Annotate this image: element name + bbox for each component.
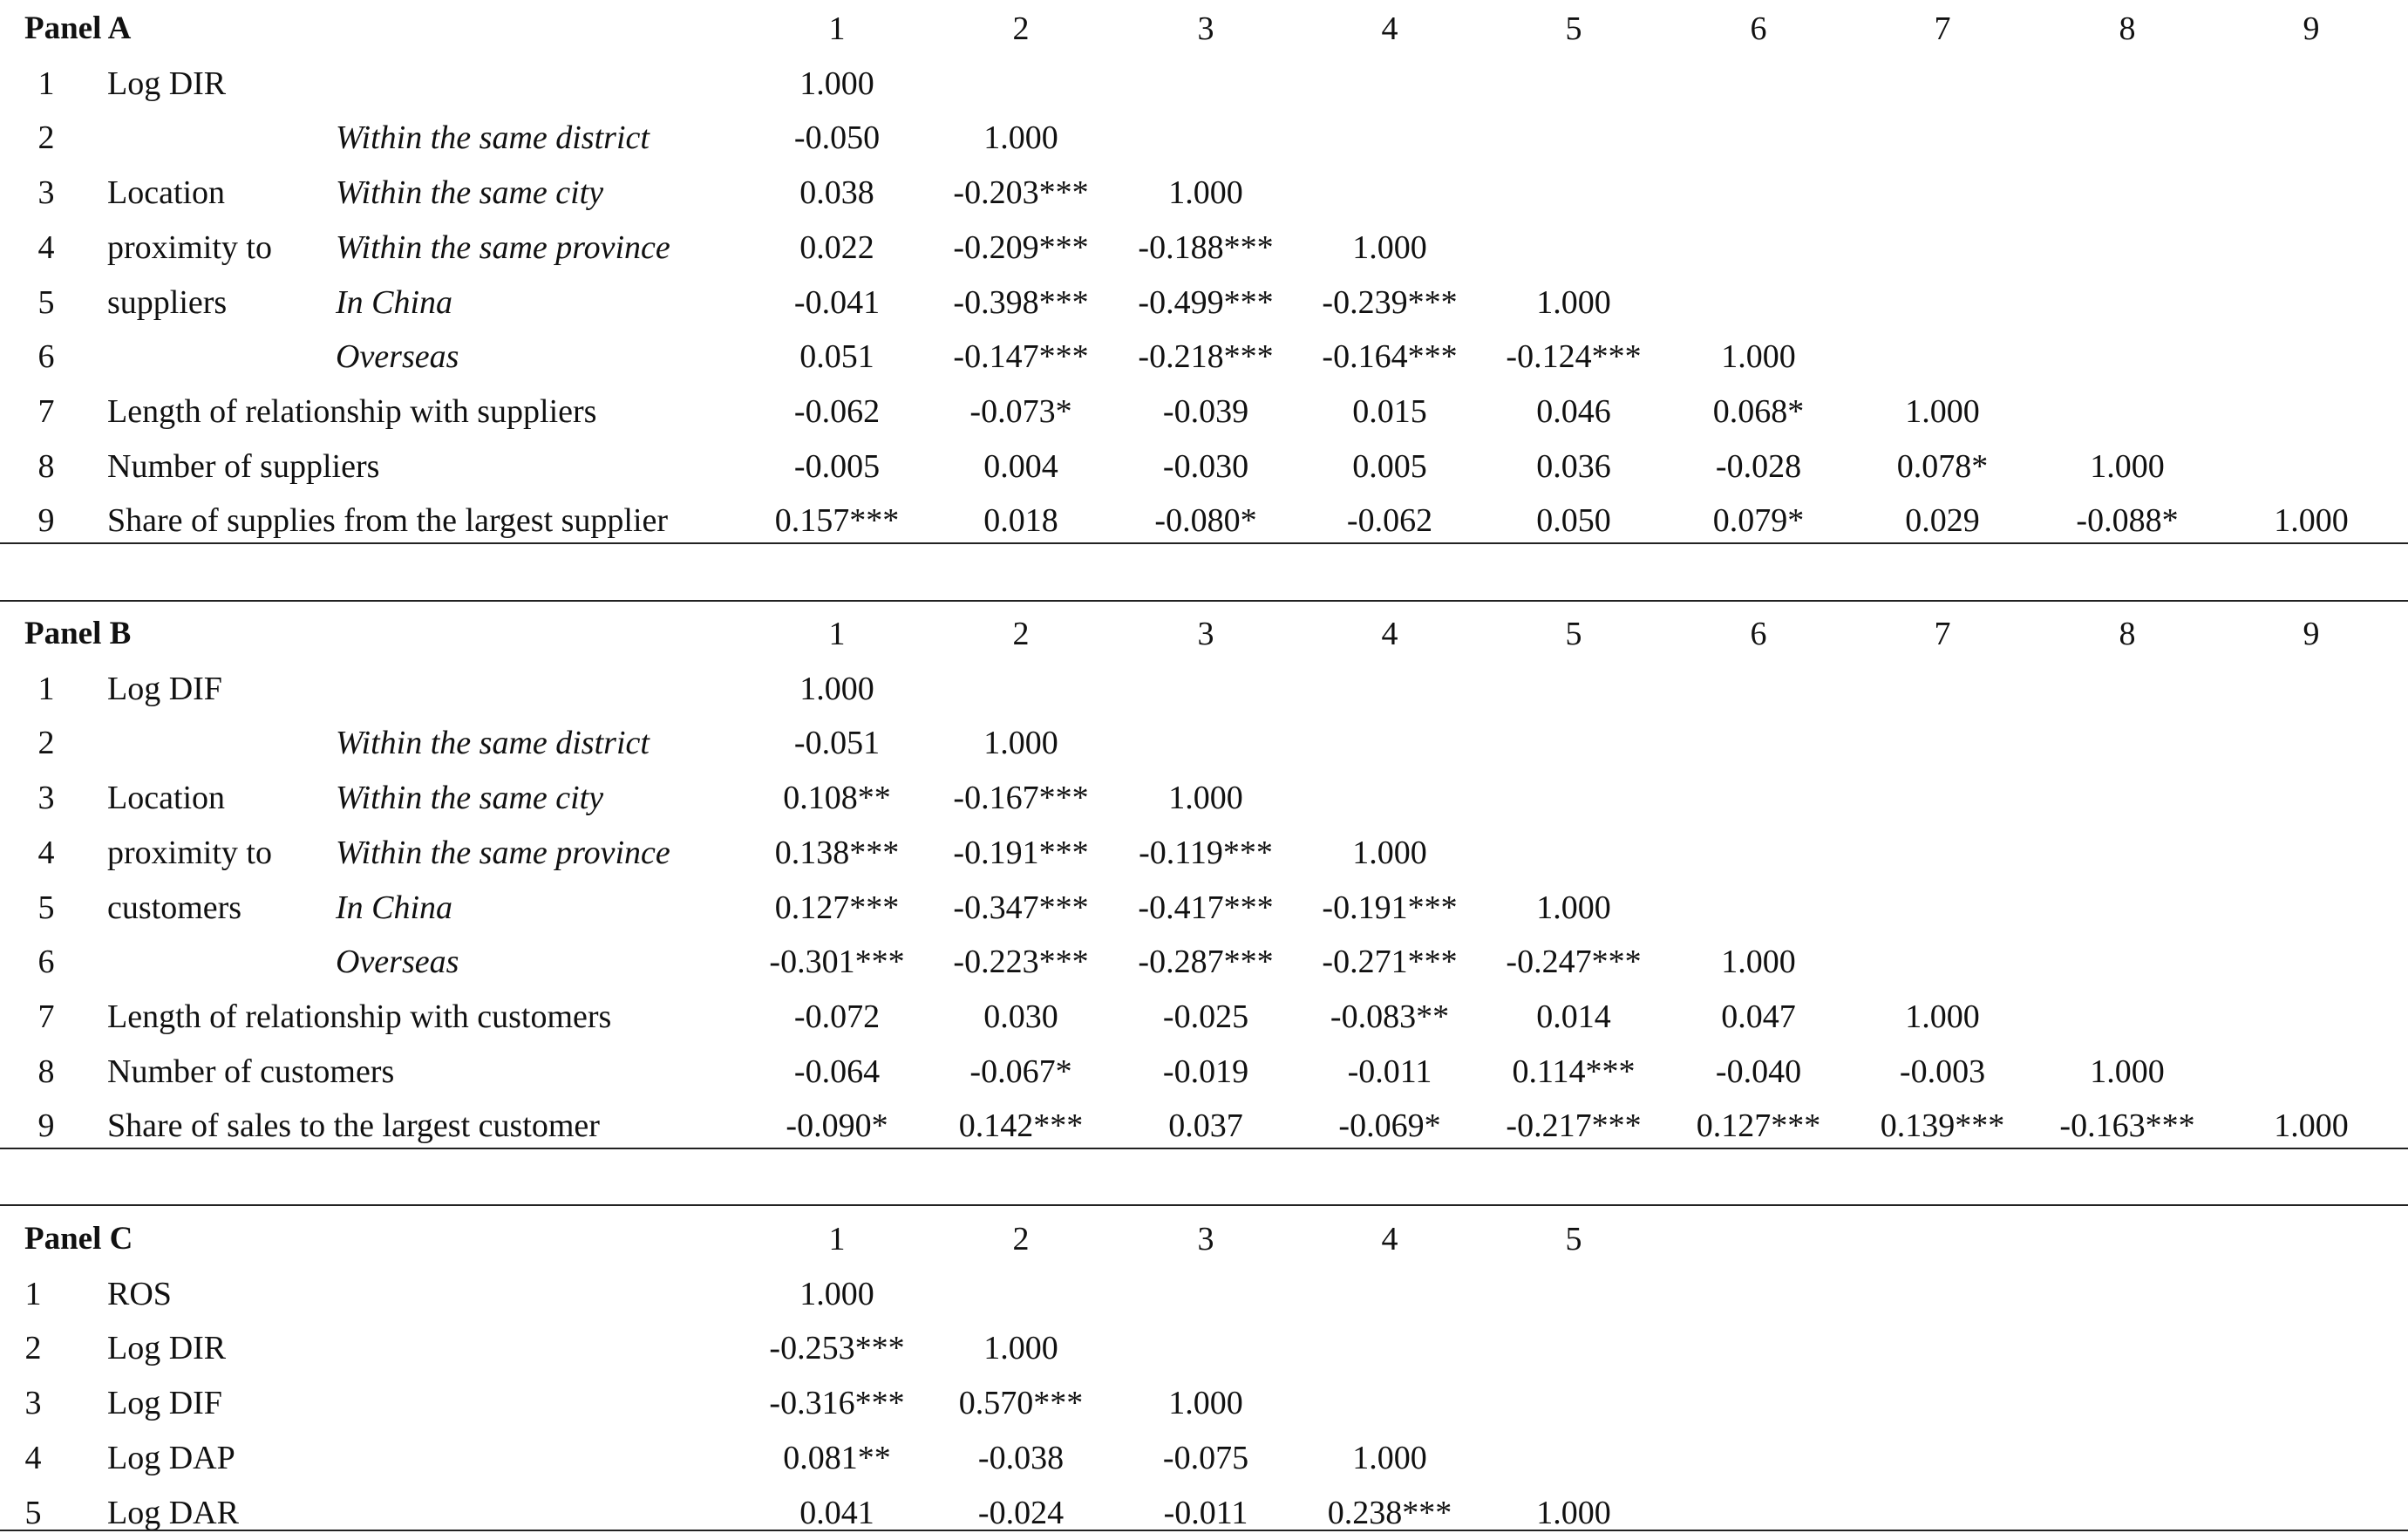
column-header: 9	[2303, 616, 2320, 652]
correlation-cell	[2035, 111, 2220, 165]
correlation-cell	[1850, 166, 2035, 220]
sub-label: Within the same district	[336, 119, 650, 157]
correlation-cell	[1850, 662, 2035, 716]
variable-label: Log DAR	[107, 1494, 239, 1531]
variable-label: customers	[107, 889, 242, 926]
correlation-cell: -0.191***	[1322, 889, 1458, 926]
correlation-cell: 0.051	[799, 338, 874, 376]
correlation-cell	[1481, 662, 1666, 716]
sub-label: Within the same city	[336, 780, 604, 817]
correlation-cell	[1850, 57, 2035, 111]
row-number: 2	[37, 725, 55, 762]
column-header: 2	[1012, 1221, 1030, 1257]
correlation-cell	[1666, 166, 1851, 220]
correlation-cell: -0.073*	[969, 392, 1072, 430]
correlation-cell	[2219, 662, 2404, 716]
correlation-cell	[1666, 662, 1851, 716]
correlation-cell	[2219, 1045, 2404, 1099]
sub-label: Overseas	[336, 944, 459, 981]
correlation-cell	[1481, 771, 1666, 825]
row-number: 2	[24, 1330, 42, 1367]
correlation-cell: -0.038	[977, 1439, 1065, 1476]
correlation-cell: -0.163***	[2059, 1107, 2195, 1145]
correlation-cell	[1481, 1431, 1666, 1485]
correlation-cell	[1850, 221, 2035, 275]
correlation-cell: -0.024	[977, 1494, 1065, 1531]
correlation-cell: -0.030	[1162, 447, 1249, 485]
table-row	[0, 1045, 2408, 1099]
column-header: 2	[1012, 10, 1030, 47]
correlation-cell: -0.499***	[1138, 283, 1274, 321]
correlation-cell: -0.253***	[769, 1330, 905, 1367]
correlation-cell	[1850, 881, 2035, 935]
correlation-cell: -0.164***	[1322, 338, 1458, 376]
table-row	[0, 330, 2408, 384]
correlation-cell: -0.347***	[953, 889, 1089, 926]
sub-label: Overseas	[336, 338, 459, 376]
correlation-cell	[2035, 662, 2220, 716]
correlation-cell: 0.022	[799, 228, 874, 266]
column-header: 1	[828, 10, 846, 47]
correlation-cell: -0.003	[1899, 1053, 1986, 1090]
correlation-cell	[2219, 166, 2404, 220]
correlation-cell: 0.127***	[774, 889, 900, 926]
correlation-cell	[929, 1267, 1113, 1321]
table-row	[0, 1486, 2408, 1540]
correlation-cell: 0.004	[983, 447, 1058, 485]
correlation-cell: -0.417***	[1138, 889, 1274, 926]
correlation-cell: 1.000	[799, 670, 874, 707]
correlation-cell	[1666, 771, 1851, 825]
correlation-cell: 0.238***	[1327, 1494, 1452, 1531]
correlation-cell	[1850, 771, 2035, 825]
table-row	[0, 440, 2408, 494]
correlation-cell	[2219, 221, 2404, 275]
correlation-cell	[2219, 826, 2404, 880]
correlation-cell: 1.000	[1721, 944, 1796, 981]
correlation-cell	[1850, 276, 2035, 330]
correlation-cell: -0.287***	[1138, 944, 1274, 981]
correlation-cell: -0.119***	[1139, 834, 1273, 871]
correlation-cell: 0.038	[799, 174, 874, 212]
correlation-cell	[1481, 1376, 1666, 1430]
correlation-cell	[1850, 935, 2035, 989]
correlation-cell	[2219, 440, 2404, 494]
variable-label: proximity to	[107, 228, 272, 266]
correlation-cell: 0.127***	[1696, 1107, 1821, 1145]
correlation-cell	[929, 57, 1113, 111]
correlation-cell	[2219, 276, 2404, 330]
table-row	[0, 935, 2408, 989]
table-row	[0, 1267, 2408, 1321]
correlation-cell: 1.000	[1536, 283, 1611, 321]
correlation-cell: 0.014	[1536, 998, 1611, 1035]
correlation-cell	[1297, 1376, 1482, 1430]
variable-label: Number of customers	[107, 1053, 395, 1090]
table-row	[0, 111, 2408, 165]
panel-top-rule	[0, 600, 2408, 602]
correlation-cell	[1297, 111, 1482, 165]
correlation-cell: -0.064	[793, 1053, 881, 1090]
column-header: 4	[1381, 10, 1398, 47]
correlation-cell	[1666, 881, 1851, 935]
correlation-cell: -0.088*	[2076, 502, 2179, 540]
correlation-cell: -0.069*	[1338, 1107, 1441, 1145]
table-row	[0, 57, 2408, 111]
column-header: 8	[2119, 616, 2136, 652]
correlation-cell: -0.011	[1347, 1053, 1432, 1090]
correlation-cell	[2035, 716, 2220, 770]
correlation-cell: 0.018	[983, 502, 1058, 540]
correlation-cell: 0.030	[983, 998, 1058, 1035]
correlation-cell	[2035, 826, 2220, 880]
correlation-cell: 1.000	[1168, 780, 1243, 817]
correlation-cell: -0.218***	[1138, 338, 1274, 376]
correlation-cell: -0.223***	[953, 944, 1089, 981]
variable-label: Log DAP	[107, 1439, 235, 1476]
correlation-cell: -0.039	[1162, 392, 1249, 430]
correlation-cell: 1.000	[1352, 228, 1427, 266]
correlation-cell: 0.068*	[1712, 392, 1805, 430]
column-header: 3	[1197, 10, 1214, 47]
correlation-cell	[2035, 166, 2220, 220]
row-number: 3	[37, 174, 55, 212]
correlation-cell: 0.138***	[774, 834, 900, 871]
row-number: 9	[37, 1107, 55, 1145]
row-number: 8	[37, 1053, 55, 1090]
correlation-cell: 1.000	[1536, 1494, 1611, 1531]
table-row	[0, 1376, 2408, 1430]
row-number: 2	[37, 119, 55, 157]
correlation-cell: -0.072	[793, 998, 881, 1035]
correlation-cell: -0.067*	[969, 1053, 1072, 1090]
variable-label: Share of supplies from the largest supplier	[107, 502, 669, 540]
correlation-cell	[2035, 221, 2220, 275]
correlation-cell: 0.047	[1721, 998, 1796, 1035]
variable-label: suppliers	[107, 283, 228, 321]
correlation-cell: -0.203***	[953, 174, 1089, 212]
panel-header-row	[0, 2, 2408, 56]
correlation-cell: -0.398***	[953, 283, 1089, 321]
correlation-cell: -0.301***	[769, 944, 905, 981]
correlation-cell: 1.000	[1721, 338, 1796, 376]
row-number: 5	[37, 283, 55, 321]
correlation-cell: -0.090*	[786, 1107, 888, 1145]
correlation-cell	[2035, 276, 2220, 330]
correlation-cell	[1113, 1267, 1298, 1321]
correlation-cell	[2219, 385, 2404, 439]
correlation-cell: 0.570***	[958, 1385, 1084, 1422]
correlation-cell	[2219, 330, 2404, 384]
sub-label: In China	[336, 283, 453, 321]
correlation-cell	[929, 662, 1113, 716]
row-number: 8	[37, 447, 55, 485]
table-row	[0, 826, 2408, 880]
row-number: 4	[24, 1439, 42, 1476]
correlation-cell	[2219, 57, 2404, 111]
correlation-cell: -0.316***	[769, 1385, 905, 1422]
correlation-cell	[1297, 166, 1482, 220]
column-header: 5	[1565, 10, 1582, 47]
correlation-cell	[1850, 111, 2035, 165]
table-row	[0, 990, 2408, 1044]
correlation-cell: 1.000	[2090, 447, 2165, 485]
correlation-cell	[1850, 330, 2035, 384]
correlation-cell	[1481, 111, 1666, 165]
correlation-cell: 0.037	[1168, 1107, 1243, 1145]
correlation-cell: -0.191***	[953, 834, 1089, 871]
correlation-cell: 0.078*	[1896, 447, 1989, 485]
correlation-cell: -0.147***	[953, 338, 1089, 376]
sub-label: Within the same city	[336, 174, 604, 212]
sub-label: In China	[336, 889, 453, 926]
variable-label: Share of sales to the largest customer	[107, 1107, 600, 1145]
row-number: 7	[37, 998, 55, 1035]
correlation-cell: 1.000	[2274, 1107, 2349, 1145]
correlation-cell	[2219, 111, 2404, 165]
row-number: 1	[37, 670, 55, 707]
correlation-cell: 1.000	[2274, 502, 2349, 540]
correlation-cell: 1.000	[983, 725, 1058, 762]
correlation-cell	[2219, 716, 2404, 770]
correlation-cell: 0.114***	[1512, 1053, 1636, 1090]
variable-label: proximity to	[107, 834, 272, 871]
row-number: 5	[24, 1494, 42, 1531]
panel-title: Panel A	[24, 10, 132, 46]
correlation-cell	[1297, 716, 1482, 770]
correlation-cell: -0.239***	[1322, 283, 1458, 321]
column-header: 3	[1197, 1221, 1214, 1257]
correlation-cell	[1850, 826, 2035, 880]
correlation-cell: 1.000	[799, 1275, 874, 1312]
correlation-cell: -0.217***	[1506, 1107, 1642, 1145]
sub-label: Within the same district	[336, 725, 650, 762]
correlation-cell: -0.051	[793, 725, 881, 762]
correlation-cell: 1.000	[1352, 1439, 1427, 1476]
column-header: 7	[1934, 616, 1951, 652]
correlation-cell: 1.000	[1352, 834, 1427, 871]
correlation-cell: 0.079*	[1712, 502, 1805, 540]
variable-label: Length of relationship with customers	[107, 998, 612, 1035]
correlation-cell: 1.000	[1905, 392, 1980, 430]
panel-title: Panel B	[24, 616, 132, 651]
correlation-cell: -0.271***	[1322, 944, 1458, 981]
column-header: 8	[2119, 10, 2136, 47]
correlation-cell	[1113, 716, 1298, 770]
correlation-cell: 1.000	[1168, 1385, 1243, 1422]
table-row	[0, 221, 2408, 275]
row-number: 9	[37, 502, 55, 540]
sub-label: Within the same province	[336, 834, 670, 871]
correlation-cell	[1113, 57, 1298, 111]
column-header: 1	[828, 616, 846, 652]
correlation-cell: -0.209***	[953, 228, 1089, 266]
row-number: 4	[37, 228, 55, 266]
correlation-cell: -0.005	[793, 447, 881, 485]
row-number: 6	[37, 338, 55, 376]
correlation-cell: 0.036	[1536, 447, 1611, 485]
correlation-cell	[2035, 385, 2220, 439]
correlation-cell	[1666, 276, 1851, 330]
correlation-cell	[2035, 771, 2220, 825]
panel-bottom-rule	[0, 542, 2408, 544]
row-number: 4	[37, 834, 55, 871]
correlation-cell	[1666, 716, 1851, 770]
table-row	[0, 1321, 2408, 1375]
row-number: 6	[37, 944, 55, 981]
correlation-cell	[2219, 881, 2404, 935]
correlation-cell	[1297, 1321, 1482, 1375]
sub-label: Within the same province	[336, 228, 670, 266]
table-row	[0, 771, 2408, 825]
correlation-cell	[2035, 935, 2220, 989]
table-row	[0, 1099, 2408, 1153]
correlation-cell	[1481, 221, 1666, 275]
correlation-cell	[1113, 1321, 1298, 1375]
correlation-cell	[1666, 221, 1851, 275]
correlation-cell: 0.015	[1352, 392, 1427, 430]
correlation-cell	[1297, 1267, 1482, 1321]
column-header: 5	[1565, 1221, 1582, 1257]
variable-label: Log DIF	[107, 670, 222, 707]
correlation-cell	[1481, 826, 1666, 880]
correlation-cell: 0.029	[1905, 502, 1980, 540]
panel-bottom-rule	[0, 1148, 2408, 1149]
table-row	[0, 1431, 2408, 1485]
correlation-cell	[1666, 826, 1851, 880]
variable-label: Log DIR	[107, 1330, 227, 1367]
column-header: 1	[828, 1221, 846, 1257]
correlation-cell: -0.062	[1346, 502, 1433, 540]
correlation-cell: -0.050	[793, 119, 881, 157]
correlation-cell: 0.157***	[774, 502, 900, 540]
correlation-cell: -0.124***	[1506, 338, 1642, 376]
correlation-cell	[2219, 771, 2404, 825]
variable-label: ROS	[107, 1275, 172, 1312]
panel-header-row	[0, 607, 2408, 661]
correlation-cell: 1.000	[1905, 998, 1980, 1035]
row-number: 1	[24, 1275, 42, 1312]
correlation-cell	[2035, 881, 2220, 935]
correlation-cell	[1481, 716, 1666, 770]
column-header: 6	[1750, 10, 1767, 47]
table-row	[0, 881, 2408, 935]
variable-label: Log DIF	[107, 1385, 222, 1422]
column-header: 4	[1381, 1221, 1398, 1257]
correlation-cell: -0.188***	[1138, 228, 1274, 266]
variable-label: Location	[107, 780, 226, 817]
table-row	[0, 716, 2408, 770]
correlation-cell	[1666, 111, 1851, 165]
column-header: 7	[1934, 10, 1951, 47]
panel-header-row	[0, 1212, 2408, 1266]
correlation-cell: -0.040	[1715, 1053, 1802, 1090]
correlation-cell: 0.142***	[958, 1107, 1084, 1145]
correlation-cell: 0.005	[1352, 447, 1427, 485]
panel-top-rule	[0, 1204, 2408, 1206]
column-header: 5	[1565, 616, 1582, 652]
row-number: 3	[37, 780, 55, 817]
correlation-cell: 0.050	[1536, 502, 1611, 540]
correlation-cell	[2219, 990, 2404, 1044]
correlation-cell	[1481, 1267, 1666, 1321]
variable-label: Length of relationship with suppliers	[107, 392, 597, 430]
table-row	[0, 276, 2408, 330]
table-row	[0, 166, 2408, 220]
correlation-cell	[2035, 57, 2220, 111]
correlation-cell	[2219, 935, 2404, 989]
correlation-cell: -0.167***	[953, 780, 1089, 817]
correlation-cell: 1.000	[983, 119, 1058, 157]
correlation-cell: -0.011	[1163, 1494, 1248, 1531]
correlation-cell: -0.028	[1715, 447, 1802, 485]
row-number: 1	[37, 65, 55, 102]
correlation-cell: 0.041	[799, 1494, 874, 1531]
correlation-cell: -0.062	[793, 392, 881, 430]
panel-title: Panel C	[24, 1221, 133, 1257]
correlation-cell: -0.025	[1162, 998, 1249, 1035]
correlation-cell: 0.081**	[783, 1439, 891, 1476]
correlation-cell	[1481, 166, 1666, 220]
correlation-cell: -0.041	[793, 283, 881, 321]
column-header: 2	[1012, 616, 1030, 652]
correlation-cell	[1113, 111, 1298, 165]
correlation-cell: -0.080*	[1154, 502, 1257, 540]
column-header: 9	[2303, 10, 2320, 47]
correlation-cell: 1.000	[2090, 1053, 2165, 1090]
table-row	[0, 385, 2408, 439]
correlation-cell	[1481, 57, 1666, 111]
correlation-cell: 0.139***	[1880, 1107, 2005, 1145]
variable-label: Log DIR	[107, 65, 227, 102]
correlation-cell	[1850, 716, 2035, 770]
correlation-cell: 1.000	[1536, 889, 1611, 926]
correlation-cell: -0.247***	[1506, 944, 1642, 981]
correlation-cell	[2035, 330, 2220, 384]
row-number: 3	[24, 1385, 42, 1422]
variable-label: Number of suppliers	[107, 447, 380, 485]
correlation-cell	[1297, 57, 1482, 111]
correlation-cell	[1297, 771, 1482, 825]
correlation-cell	[1666, 57, 1851, 111]
correlation-cell: -0.019	[1162, 1053, 1249, 1090]
column-header: 4	[1381, 616, 1398, 652]
table-row	[0, 662, 2408, 716]
correlation-cell: -0.075	[1162, 1439, 1249, 1476]
correlation-cell	[1297, 662, 1482, 716]
correlation-cell: -0.083**	[1330, 998, 1450, 1035]
correlation-cell: 1.000	[799, 65, 874, 102]
table-row	[0, 494, 2408, 548]
correlation-cell: 1.000	[983, 1330, 1058, 1367]
correlation-cell	[2035, 990, 2220, 1044]
row-number: 7	[37, 392, 55, 430]
correlation-cell: 0.046	[1536, 392, 1611, 430]
column-header: 6	[1750, 616, 1767, 652]
correlation-cell: 0.108**	[783, 780, 891, 817]
correlation-cell	[1481, 1321, 1666, 1375]
row-number: 5	[37, 889, 55, 926]
column-header: 3	[1197, 616, 1214, 652]
variable-label: Location	[107, 174, 226, 212]
correlation-cell: 1.000	[1168, 174, 1243, 212]
correlation-cell	[1113, 662, 1298, 716]
